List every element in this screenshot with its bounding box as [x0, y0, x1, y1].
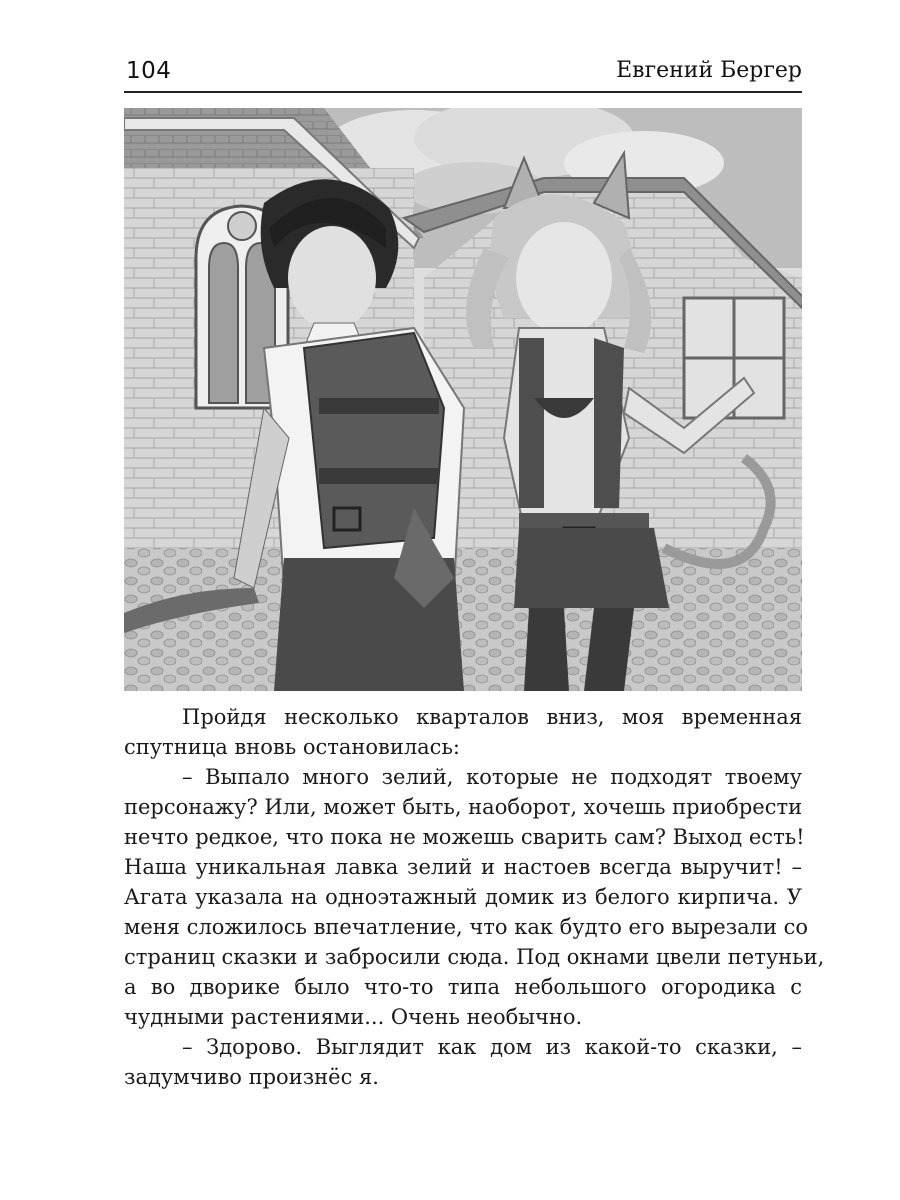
- running-head-author: Евгений Бергер: [616, 58, 802, 83]
- page-header: [124, 58, 802, 94]
- text-line: – Выпало много зелий, которые не подходят твоему: [182, 765, 802, 789]
- page-number: 104: [126, 58, 172, 84]
- text-line: нечто редкое, что пока не можешь сварить сам? Выход есть!: [124, 825, 805, 849]
- text-line: спутница вновь остановилась:: [124, 735, 460, 759]
- header-rule: [124, 91, 802, 93]
- text-line: страниц сказки и забросили сюда. Под окнами цвели петуньи,: [124, 945, 825, 969]
- illustration-drawing: [124, 108, 802, 691]
- text-line: меня сложилось впечатление, что как будто его вырезали со: [124, 915, 809, 939]
- text-line: Наша уникальная лавка зелий и настоев всегда выручит! –: [124, 855, 802, 879]
- illustration: [124, 108, 802, 691]
- text-line: задумчиво произнёс я.: [124, 1065, 379, 1089]
- text-line: чудными растениями... Очень необычно.: [124, 1005, 583, 1029]
- text-line: – Здорово. Выглядит как дом из какой-то сказки, –: [182, 1035, 802, 1059]
- text-line: Агата указала на одноэтажный домик из белого кирпича. У: [124, 885, 802, 909]
- body-text: [124, 702, 825, 1092]
- text-line: а во дворике было что-то типа небольшого огородика с: [124, 975, 802, 999]
- text-line: персонажу? Или, может быть, наоборот, хочешь приобрести: [124, 795, 803, 819]
- text-line: Пройдя несколько кварталов вниз, моя временная: [182, 705, 802, 729]
